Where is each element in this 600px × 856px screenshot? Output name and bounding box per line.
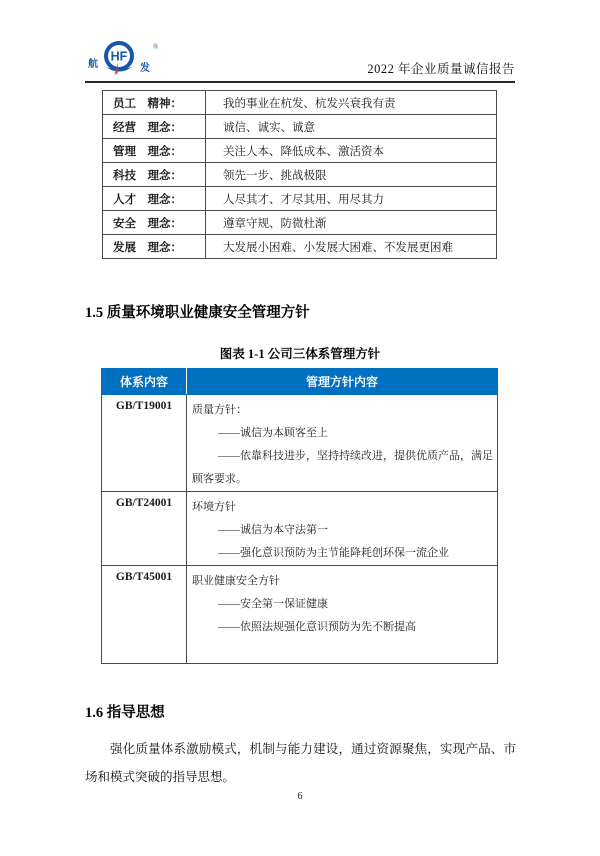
policy-line: ——依靠科技进步，坚持持续改进，提供优质产品，满足顾客要求。	[192, 450, 493, 485]
policy-line: 质量方针：	[192, 404, 247, 416]
table-row	[103, 139, 497, 163]
logo-left-char: 航	[88, 59, 98, 70]
company-values-table	[102, 90, 497, 259]
value-row-content: 领先一步、挑战极限	[206, 163, 497, 187]
management-policy-table	[101, 368, 498, 664]
registered-trademark-icon: ®	[153, 43, 159, 51]
policy-line: ——安全第一保证健康	[218, 598, 328, 610]
value-row-content: 遵章守规、防微杜渐	[206, 211, 497, 235]
table-row	[103, 115, 497, 139]
value-row-content: 人尽其才、才尽其用、用尽其力	[206, 187, 497, 211]
table-header-row	[102, 369, 498, 395]
value-row-label: 经营 理念：	[103, 115, 206, 139]
section-1-6-heading: 1.6 指导思想	[85, 705, 165, 721]
page-number: 6	[297, 791, 303, 802]
logo-right-char: 发	[140, 63, 150, 74]
table-row	[103, 91, 497, 115]
policy-content-cell	[187, 566, 498, 664]
policy-line: 职业健康安全方针	[192, 575, 280, 587]
value-row-label: 人才 理念：	[103, 187, 206, 211]
policy-line: 环境方针	[192, 501, 236, 513]
policy-line: ——诚信为本守法第一	[218, 524, 328, 536]
value-row-content: 诚信、诚实、诚意	[206, 115, 497, 139]
figure-caption: 图表 1-1 公司三体系管理方针	[219, 347, 381, 361]
table-row	[102, 492, 498, 566]
table-row	[103, 211, 497, 235]
value-row-label: 管理 理念：	[103, 139, 206, 163]
value-row-content: 大发展小困难、小发展大困难、不发展更困难	[206, 235, 497, 259]
table-row	[102, 395, 498, 492]
system-standard-cell: GB/T24001	[102, 492, 187, 566]
table-row	[102, 566, 498, 664]
section-1-6-paragraph: 强化质量体系激励模式，机制与能力建设，通过资源聚焦，实现产品、市场和模式突破的指导思想。	[85, 742, 516, 784]
policy-content-cell	[187, 395, 498, 492]
table-row	[103, 163, 497, 187]
section-1-5-heading: 1.5 质量环境职业健康安全管理方针	[85, 305, 310, 321]
column-header-system: 体系内容	[102, 369, 187, 395]
svg-text:HF: HF	[110, 49, 128, 64]
system-standard-cell: GB/T19001	[102, 395, 187, 492]
policy-line: ——依照法规强化意识预防为先不断提高	[218, 621, 416, 633]
value-row-content: 我的事业在杭发、杭发兴衰我有责	[206, 91, 497, 115]
value-row-label: 员工 精神：	[103, 91, 206, 115]
policy-line: ——强化意识预防为主节能降耗创环保一流企业	[218, 547, 449, 559]
company-logo	[88, 40, 168, 82]
policy-content-cell	[187, 492, 498, 566]
header-divider	[85, 81, 515, 83]
table-row	[103, 235, 497, 259]
hf-emblem-icon	[101, 40, 137, 80]
column-header-policy: 管理方针内容	[187, 369, 498, 395]
value-row-label: 发展 理念：	[103, 235, 206, 259]
table-row	[103, 187, 497, 211]
value-row-content: 关注人本、降低成本、激活资本	[206, 139, 497, 163]
value-row-label: 安全 理念：	[103, 211, 206, 235]
system-standard-cell: GB/T45001	[102, 566, 187, 664]
policy-line: ——诚信为本顾客至上	[218, 427, 328, 439]
report-header-title: 2022 年企业质量诚信报告	[367, 62, 515, 76]
value-row-label: 科技 理念：	[103, 163, 206, 187]
